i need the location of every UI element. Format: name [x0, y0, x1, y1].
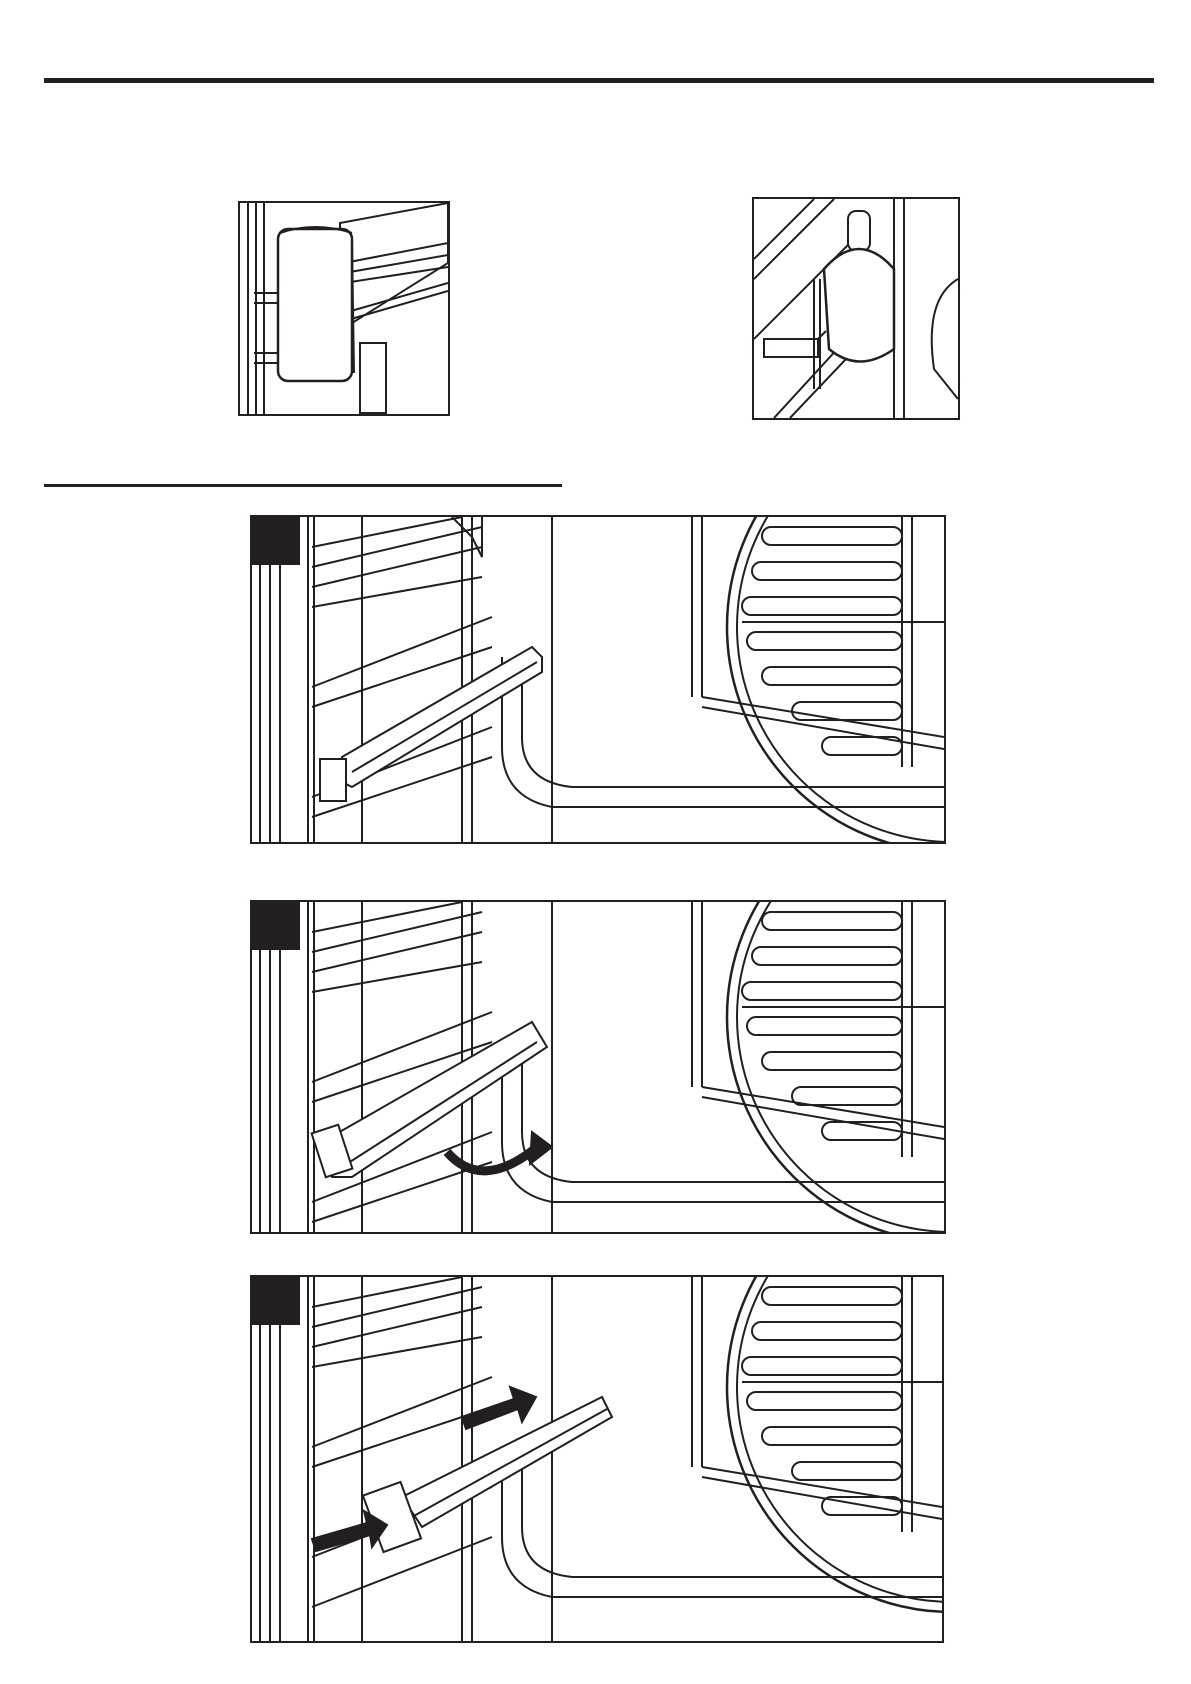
shelf-guide-rear-hook-icon	[754, 199, 958, 418]
telescopic-rail-mounted-icon	[252, 517, 944, 842]
step-1-badge	[252, 517, 300, 565]
step-3-figure	[250, 1275, 944, 1643]
shelf-guide-front-hook-icon	[240, 203, 448, 414]
section-rule	[44, 484, 562, 487]
detail-figure-right	[752, 197, 960, 420]
telescopic-rail-slide-out-icon	[252, 1277, 942, 1641]
step-2-badge	[252, 902, 300, 950]
telescopic-rail-rotate-icon	[252, 902, 944, 1232]
top-rule	[44, 78, 1154, 83]
step-1-figure	[250, 515, 946, 844]
detail-figure-left	[238, 201, 450, 416]
step-2-figure	[250, 900, 946, 1234]
step-3-badge	[252, 1277, 300, 1325]
